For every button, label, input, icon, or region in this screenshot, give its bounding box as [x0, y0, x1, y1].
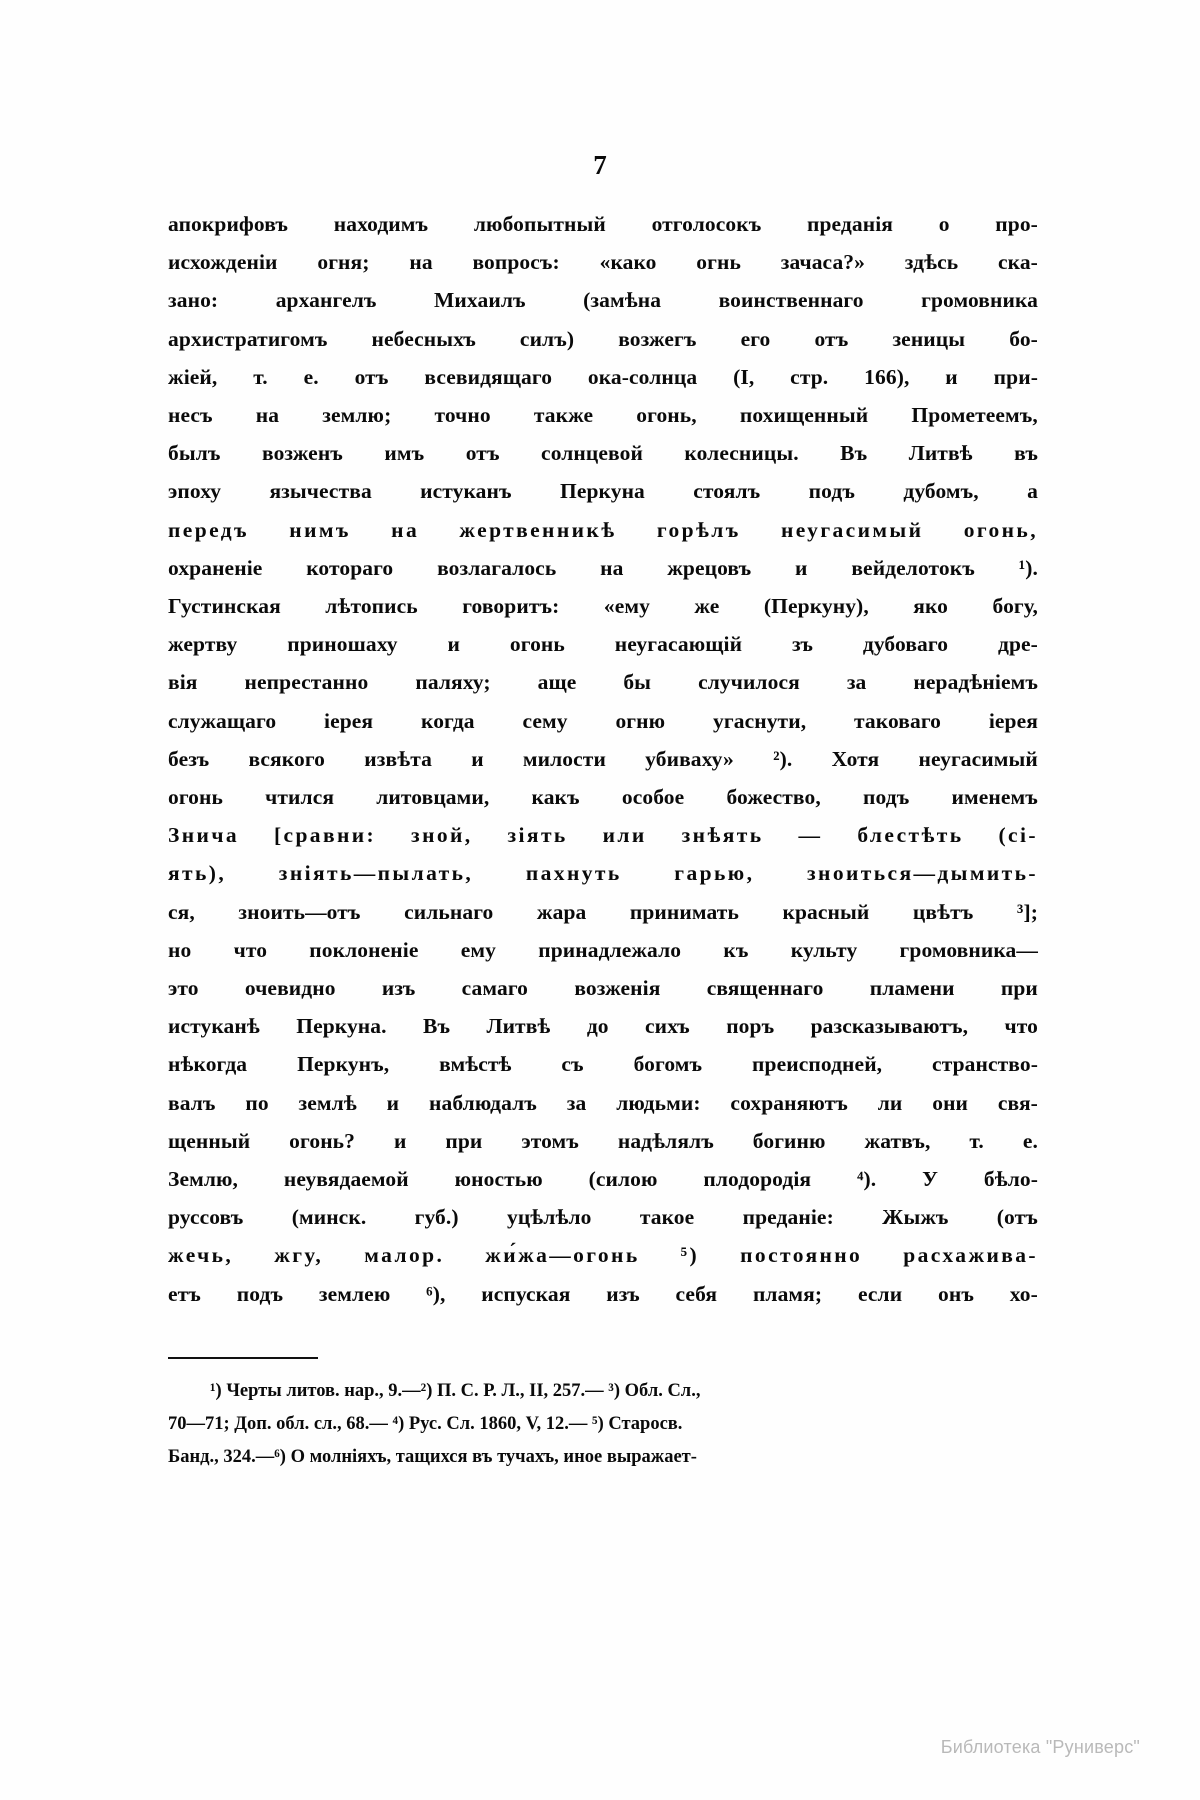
text-line: зано: архангелъ Михаилъ (замѣна воинственнаго громовника [168, 288, 1038, 313]
page-number: 7 [593, 150, 607, 180]
text-line: ся, зноить—отъ сильнаго жара принимать красный цвѣтъ ³]; [168, 899, 1038, 924]
text-line: щенный огонь? и при этомъ надѣлялъ богиню жатвъ, т. е. [168, 1128, 1038, 1153]
text-line: это очевидно изъ самаго возженія священнаго пламени при [168, 976, 1038, 1001]
text-line: ять), зніять—пылать, пахнуть гарью, зноиться—дымить- [168, 861, 1038, 886]
text-line: истуканѣ Перкуна. Въ Литвѣ до сихъ поръ разсказываютъ, что [168, 1014, 1038, 1039]
text-line: несъ на землю; точно также огонь, похищенный Прометеемъ, [168, 403, 1038, 428]
footnote-block [168, 1375, 1040, 1474]
footnote-divider [168, 1357, 318, 1359]
text-line: Густинская лѣтопись говоритъ: «ему же (Перкуну), яко богу, [168, 594, 1038, 619]
text-line: эпоху язычества истуканъ Перкуна стоялъ подъ дубомъ, а [168, 479, 1038, 504]
text-line: исхожденіи огня; на вопросъ: «како огнь зачаса?» здѣсь ска- [168, 250, 1038, 275]
footnote-line: ¹) Черты литов. нар., 9.—²) П. С. Р. Л., II, 257.— ³) Обл. Сл., [210, 1381, 701, 1401]
text-line: Знича [сравни: зной, зіять или знѣять — блестѣть (сі- [168, 823, 1038, 848]
text-line: валъ по землѣ и наблюдалъ за людьми: сохраняютъ ли они свя- [168, 1090, 1038, 1115]
text-line: но что поклоненіе ему принадлежало къ культу громовника— [168, 937, 1038, 962]
text-line: передъ нимъ на жертвенникѣ горѣлъ неугасимый огонь, [168, 517, 1038, 542]
paragraph-main [168, 205, 1038, 1313]
text-line: Землю, неувядаемой юностью (силою плодородія ⁴). У бѣло- [168, 1167, 1038, 1192]
text-line: руссовъ (минск. губ.) уцѣлѣло такое преданіе: Жыжъ (отъ [168, 1205, 1038, 1230]
text-line: огонь чтился литовцами, какъ особое божество, подъ именемъ [168, 785, 1038, 810]
text-line: нѣкогда Перкунъ, вмѣстѣ съ богомъ преисподней, странство- [168, 1052, 1038, 1077]
text-line: служащаго іерея когда сему огню угаснути, таковаго іерея [168, 708, 1038, 733]
text-line: вія непрестанно паляху; аще бы случилося за нерадѣніемъ [168, 670, 1038, 695]
text-line: архистратигомъ небесныхъ силъ) возжегъ его отъ зеницы бо- [168, 326, 1038, 351]
text-line: апокрифовъ находимъ любопытный отголосокъ преданія о про- [168, 212, 1038, 236]
text-line: охраненіе котораго возлагалось на жрецовъ и вейделотокъ ¹). [168, 555, 1038, 580]
footnote-line: 70—71; Доп. обл. сл., 68.— ⁴) Рус. Сл. 1860, V, 12.— ⁵) Старосв. [168, 1414, 683, 1434]
text-line: былъ возженъ имъ отъ солнцевой колесницы. Въ Литвѣ въ [168, 441, 1038, 466]
library-watermark: Библиотека "Руниверс" [940, 1737, 1140, 1757]
text-line: жечь, жгу, малор. жи́жа—огонь ⁵) постоянно расхажива- [168, 1243, 1038, 1268]
text-line: жіей, т. е. отъ всевидящаго ока-солнца (I, стр. 166), и при- [168, 364, 1038, 389]
text-line: безъ всякого извѣта и милости убиваху» ²). Хотя неугасимый [168, 746, 1038, 771]
footnote-line: Банд., 324.—⁶) О молніяхъ, тащихся въ тучахъ, иное выражает- [168, 1447, 697, 1467]
text-line: етъ подъ землею ⁶), испуская изъ себя пламя; если онъ хо- [168, 1281, 1038, 1306]
text-line: жертву приношаху и огонь неугасающій зъ дубоваго дре- [168, 632, 1038, 657]
body-text [168, 205, 1038, 1313]
